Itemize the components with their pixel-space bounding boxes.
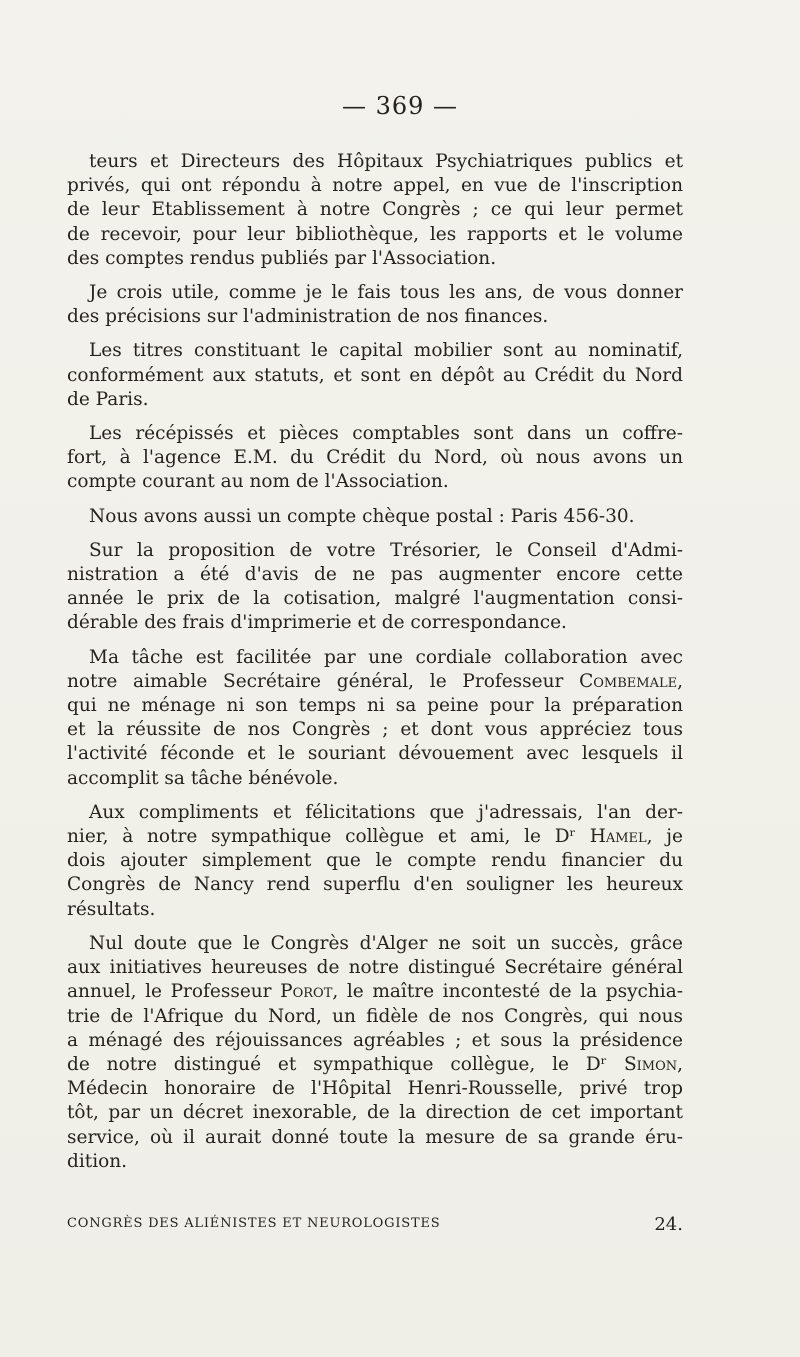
text-line: tôt, par un décret inexorable, de la direction de cet important xyxy=(67,1102,683,1124)
text-line: accomplit sa tâche bénévole. xyxy=(67,767,339,789)
text-line: Congrès de Nancy rend superflu d'en souligner les heureux xyxy=(67,874,683,896)
text-line: dition. xyxy=(67,1150,128,1172)
text-line: Médecin honoraire de l'Hôpital Henri-Rousselle, privé trop xyxy=(67,1078,683,1100)
text-line: service, où il aurait donné toute la mesure de sa grande éru- xyxy=(67,1126,683,1148)
text-line: qui ne ménage ni son temps ni sa peine pour la préparation xyxy=(67,695,683,717)
paragraph xyxy=(67,932,683,1174)
paragraph xyxy=(67,339,683,412)
paragraph xyxy=(67,801,683,922)
text-line: notre aimable Secrétaire général, le Professeur Combemale, xyxy=(67,670,683,692)
text-line: Aux compliments et félicitations que j'adressais, l'an der- xyxy=(89,801,683,823)
text-line: Sur la proposition de votre Trésorier, le Conseil d'Admi- xyxy=(89,539,683,561)
text-line: Je crois utile, comme je le fais tous les ans, de vous donner xyxy=(89,282,683,304)
paragraph xyxy=(67,505,683,529)
text-line: annuel, le Professeur Porot, le maître incontesté de la psychia- xyxy=(67,981,683,1003)
text-line: dérable des frais d'imprimerie et de correspondance. xyxy=(67,612,567,634)
text-line: compte courant au nom de l'Association. xyxy=(67,471,449,493)
text-line: trie de l'Afrique du Nord, un fidèle de nos Congrès, qui nous xyxy=(67,1005,683,1027)
text-line: Les récépissés et pièces comptables sont dans un coffre- xyxy=(89,423,683,445)
footer-signature-mark: 24. xyxy=(654,1214,683,1235)
text-line: nistration a été d'avis de ne pas augmenter encore cette xyxy=(67,564,683,586)
text-line: l'activité féconde et le souriant dévouement avec lesquels il xyxy=(67,743,683,765)
text-line: de leur Etablissement à notre Congrès ; ce qui leur permet xyxy=(67,199,683,221)
text-line: résultats. xyxy=(67,898,156,920)
text-line: fort, à l'agence E.M. du Crédit du Nord, où nous avons un xyxy=(67,447,683,469)
text-line: de Paris. xyxy=(67,388,149,410)
text-line: Les titres constituant le capital mobilier sont au nominatif, xyxy=(89,340,683,362)
text-line: Nul doute que le Congrès d'Alger ne soit un succès, grâce xyxy=(89,932,683,954)
text-line: de notre distingué et sympathique collègue, le Dʳ Simon, xyxy=(67,1053,683,1075)
text-line: conformément aux statuts, et sont en dépôt au Crédit du Nord xyxy=(67,364,683,386)
text-line: des comptes rendus publiés par l'Association. xyxy=(67,247,497,269)
text-line: des précisions sur l'administration de nos finances. xyxy=(67,306,549,328)
text-line: Nous avons aussi un compte chèque postal : Paris 456-30. xyxy=(89,505,635,527)
paragraph xyxy=(67,281,683,329)
text-line: a ménagé des réjouissances agréables ; et sous la présidence xyxy=(67,1029,683,1051)
footer-running-title: CONGRÈS DES ALIÉNISTES ET NEUROLOGISTES xyxy=(67,1216,441,1231)
paragraph xyxy=(67,150,683,271)
text-line: année le prix de la cotisation, malgré l'augmentation consi- xyxy=(67,588,683,610)
page-footer xyxy=(67,1216,683,1238)
text-line: et la réussite de nos Congrès ; et dont vous appréciez tous xyxy=(67,719,683,741)
text-line: nier, à notre sympathique collègue et ami, le Dʳ Hamel, je xyxy=(67,826,683,848)
body-text xyxy=(67,150,683,1184)
text-line: privés, qui ont répondu à notre appel, en vue de l'inscription xyxy=(67,175,683,197)
text-line: dois ajouter simplement que le compte rendu financier du xyxy=(67,850,683,872)
text-line: teurs et Directeurs des Hôpitaux Psychiatriques publics et xyxy=(89,151,683,172)
paragraph xyxy=(67,646,683,791)
paragraph xyxy=(67,422,683,495)
text-line: aux initiatives heureuses de notre distingué Secrétaire général xyxy=(67,957,683,979)
paragraph xyxy=(67,539,683,636)
text-line: Ma tâche est facilitée par une cordiale collaboration avec xyxy=(89,646,683,668)
page-number: — 369 — xyxy=(341,92,459,120)
text-line: de recevoir, pour leur bibliothèque, les rapports et le volume xyxy=(67,223,683,245)
